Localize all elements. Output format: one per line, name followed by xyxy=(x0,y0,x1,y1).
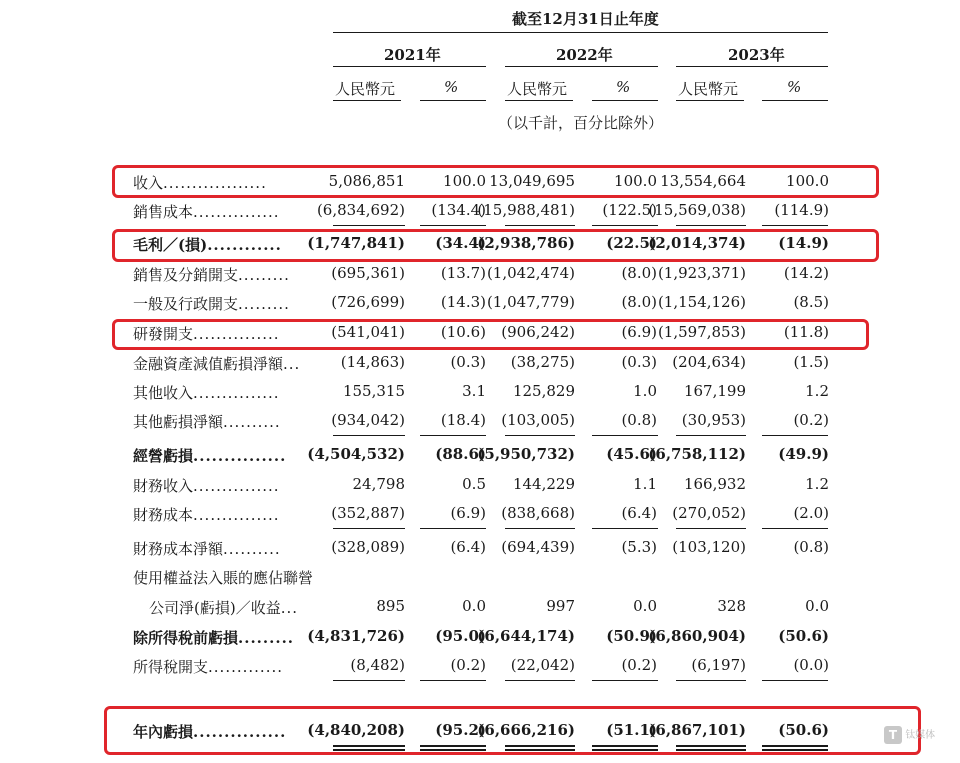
row-label-text: 金融資產減值虧損淨額 xyxy=(133,355,284,373)
row-leader-dots: ............... xyxy=(193,506,280,524)
table-row xyxy=(0,627,960,651)
cell-underline xyxy=(420,680,486,681)
cell-underline xyxy=(333,528,405,529)
cell-underline xyxy=(333,225,405,226)
row-value: (6.9) xyxy=(621,323,657,341)
row-value: 328 xyxy=(717,597,746,615)
row-label xyxy=(133,475,280,496)
percent-2021: % xyxy=(444,78,459,96)
row-label-text: 銷售成本 xyxy=(133,203,194,221)
row-value: (1.5) xyxy=(793,353,829,371)
row-value: (38,275) xyxy=(510,353,575,371)
row-value: 1.2 xyxy=(805,475,829,493)
currency-2021-underline xyxy=(333,100,401,101)
row-value: (8.0) xyxy=(621,264,657,282)
table-row xyxy=(0,382,960,406)
row-leader-dots: .................. xyxy=(163,174,267,192)
row-value: 13,554,664 xyxy=(660,172,746,190)
row-value: (95.0) xyxy=(435,627,486,645)
row-value: (8.5) xyxy=(793,293,829,311)
row-label-text: 經營虧損 xyxy=(133,447,194,465)
row-value: 1.1 xyxy=(633,475,657,493)
row-value: (14.3) xyxy=(440,293,486,311)
row-value: (14.9) xyxy=(778,234,829,252)
tmtpost-logo-icon: T xyxy=(884,726,902,744)
currency-2023-underline xyxy=(676,100,744,101)
percent-2021-underline xyxy=(420,100,486,101)
row-label xyxy=(133,411,281,432)
highlight-rnd xyxy=(112,319,869,350)
row-value: 0.0 xyxy=(633,597,657,615)
row-label xyxy=(133,567,313,588)
row-value: (6,666,216) xyxy=(477,721,575,739)
row-value: (6,860,904) xyxy=(648,627,746,645)
row-leader-dots: ......... xyxy=(238,266,290,284)
row-leader-dots: ... xyxy=(280,599,299,617)
row-value: (18.4) xyxy=(440,411,486,429)
row-leader-dots: ............... xyxy=(193,325,280,343)
row-value: (103,120) xyxy=(672,538,746,556)
row-value: (694,439) xyxy=(501,538,575,556)
highlight-revenue xyxy=(112,165,879,198)
cell-underline xyxy=(505,528,575,529)
row-leader-dots: ... xyxy=(283,355,301,373)
row-value: (4,504,532) xyxy=(307,445,405,463)
year-2022-underline xyxy=(505,66,658,67)
cell-underline xyxy=(592,680,658,681)
row-value: (4,840,208) xyxy=(307,721,405,739)
table-row xyxy=(0,656,960,680)
cell-underline xyxy=(762,225,828,226)
percent-2022: % xyxy=(616,78,631,96)
row-value: (0.8) xyxy=(793,538,829,556)
table-row xyxy=(0,567,960,591)
row-value: (204,634) xyxy=(672,353,746,371)
row-value: (0.2) xyxy=(450,656,486,674)
row-value: 166,932 xyxy=(683,475,746,493)
cell-underline xyxy=(762,528,828,529)
percent-2022-underline xyxy=(592,100,658,101)
row-value: (22.5) xyxy=(606,234,657,252)
row-leader-dots: ............... xyxy=(193,447,287,465)
row-label-text: 財務收入 xyxy=(133,477,194,495)
row-value: (95.2) xyxy=(435,721,486,739)
row-value: (1,042,474) xyxy=(486,264,575,282)
watermark xyxy=(884,726,935,744)
row-value: 0.0 xyxy=(805,597,829,615)
row-value: (0.2) xyxy=(621,656,657,674)
row-value: (1,747,841) xyxy=(307,234,405,252)
table-row xyxy=(0,411,960,435)
row-label-text: 銷售及分銷開支 xyxy=(133,266,239,284)
row-leader-dots: ............... xyxy=(193,384,280,402)
row-value: 0.5 xyxy=(462,475,486,493)
row-label xyxy=(133,656,283,677)
row-value: (838,668) xyxy=(501,504,575,522)
row-value: (6,197) xyxy=(691,656,746,674)
period-underline xyxy=(333,32,828,33)
row-value: (6,644,174) xyxy=(477,627,575,645)
row-label xyxy=(133,538,281,559)
currency-2022: 人民幣元 xyxy=(507,80,568,98)
row-value: 895 xyxy=(376,597,405,615)
year-2023-underline xyxy=(676,66,828,67)
row-label xyxy=(149,597,298,618)
row-label xyxy=(133,264,290,285)
row-label-text: 公司淨(虧損)／收益 xyxy=(149,599,281,617)
row-leader-dots: ......... xyxy=(238,629,295,647)
row-value: (88.6) xyxy=(435,445,486,463)
row-value: (103,005) xyxy=(501,411,575,429)
percent-2023: % xyxy=(787,78,802,96)
row-label xyxy=(133,201,280,222)
row-label-text: 其他收入 xyxy=(133,384,194,402)
row-label xyxy=(133,382,280,403)
cell-underline xyxy=(420,435,486,436)
row-value: (13.7) xyxy=(440,264,486,282)
row-value: (8.0) xyxy=(621,293,657,311)
row-label-text: 研發開支 xyxy=(133,325,194,343)
cell-underline xyxy=(592,435,658,436)
row-value: 5,086,851 xyxy=(328,172,405,190)
row-label-text: 使用權益法入賬的應佔聯營 xyxy=(133,569,314,587)
row-leader-dots: .......... xyxy=(223,540,281,558)
row-value: (15,988,481) xyxy=(477,201,575,219)
row-value: (34.4) xyxy=(435,234,486,252)
cell-underline xyxy=(505,435,575,436)
row-value: (11.8) xyxy=(783,323,829,341)
row-label-text: 其他虧損淨額 xyxy=(133,413,224,431)
row-value: (15,569,038) xyxy=(648,201,746,219)
row-value: (134.4) xyxy=(431,201,486,219)
currency-2022-underline xyxy=(505,100,573,101)
row-value: (10.6) xyxy=(440,323,486,341)
row-label xyxy=(133,504,280,525)
row-value: (0.0) xyxy=(793,656,829,674)
row-value: (906,242) xyxy=(501,323,575,341)
cell-underline xyxy=(592,225,658,226)
row-value: 3.1 xyxy=(462,382,486,400)
row-label-text: 年內虧損 xyxy=(133,723,194,741)
row-label-text: 除所得稅前虧損 xyxy=(133,629,239,647)
row-label-text: 財務成本淨額 xyxy=(133,540,224,558)
cell-underline xyxy=(676,528,746,529)
row-value: (22,042) xyxy=(510,656,575,674)
row-value: (6,867,101) xyxy=(648,721,746,739)
row-value: (0.3) xyxy=(450,353,486,371)
row-value: (50.6) xyxy=(778,721,829,739)
row-value: (695,361) xyxy=(331,264,405,282)
cell-underline xyxy=(333,435,405,436)
row-value: 13,049,695 xyxy=(489,172,575,190)
table-row xyxy=(0,597,960,621)
table-row xyxy=(0,353,960,377)
row-leader-dots: ............. xyxy=(208,658,284,676)
currency-2021: 人民幣元 xyxy=(335,80,396,98)
row-value: (0.2) xyxy=(793,411,829,429)
cell-underline xyxy=(333,680,405,681)
row-value: (0.8) xyxy=(621,411,657,429)
row-leader-dots: ............... xyxy=(193,203,280,221)
row-value: (50.9) xyxy=(606,627,657,645)
cell-underline xyxy=(676,225,746,226)
row-value: (14.2) xyxy=(783,264,829,282)
row-value: (934,042) xyxy=(331,411,405,429)
row-value: 100.0 xyxy=(786,172,829,190)
row-value: (6,758,112) xyxy=(648,445,746,463)
row-value: (50.6) xyxy=(778,627,829,645)
year-2022: 2022年 xyxy=(556,46,613,64)
row-value: (6.4) xyxy=(621,504,657,522)
cell-underline xyxy=(762,435,828,436)
units-note: （以千計，百分比除外） xyxy=(498,114,664,132)
row-label-text: 毛利／(損) xyxy=(133,236,208,254)
cell-underline xyxy=(676,435,746,436)
cell-underline xyxy=(420,225,486,226)
row-value: 0.0 xyxy=(462,597,486,615)
row-value: (1,923,371) xyxy=(657,264,746,282)
table-row xyxy=(0,504,960,528)
highlight-gross-profit xyxy=(112,229,879,262)
row-value: 144,229 xyxy=(512,475,575,493)
row-value: (5,950,732) xyxy=(477,445,575,463)
row-value: (2.0) xyxy=(793,504,829,522)
row-value: (6,834,692) xyxy=(316,201,405,219)
table-row xyxy=(0,293,960,317)
cell-underline xyxy=(420,528,486,529)
row-label xyxy=(133,445,286,466)
row-value: (51.1) xyxy=(606,721,657,739)
row-label-text: 所得稅開支 xyxy=(133,658,209,676)
row-value: 100.0 xyxy=(614,172,657,190)
row-value: (45.6) xyxy=(606,445,657,463)
cell-underline xyxy=(592,528,658,529)
year-2023: 2023年 xyxy=(728,46,785,64)
row-leader-dots: ......... xyxy=(238,295,290,313)
period-header: 截至12月31日止年度 xyxy=(512,10,659,28)
table-row xyxy=(0,201,960,225)
row-value: (5.3) xyxy=(621,538,657,556)
table-row xyxy=(0,475,960,499)
row-label-text: 一般及行政開支 xyxy=(133,295,239,313)
row-label-text: 財務成本 xyxy=(133,506,194,524)
watermark-text: 钛媒体 xyxy=(905,730,936,741)
row-value: 167,199 xyxy=(683,382,746,400)
row-label xyxy=(133,627,294,648)
cell-underline xyxy=(505,680,575,681)
table-row xyxy=(0,264,960,288)
cell-underline xyxy=(676,680,746,681)
row-value: (541,041) xyxy=(331,323,405,341)
row-label-text: 收入 xyxy=(133,174,164,192)
row-value: (4,831,726) xyxy=(307,627,405,645)
row-label xyxy=(133,293,290,314)
row-value: 1.2 xyxy=(805,382,829,400)
row-value: (2,014,374) xyxy=(648,234,746,252)
cell-underline xyxy=(762,680,828,681)
currency-2023: 人民幣元 xyxy=(678,80,739,98)
row-leader-dots: ............... xyxy=(193,477,280,495)
row-value: (14,863) xyxy=(340,353,405,371)
year-2021-underline xyxy=(333,66,486,67)
row-value: (1,154,126) xyxy=(657,293,746,311)
row-value: 100.0 xyxy=(443,172,486,190)
row-value: (328,089) xyxy=(331,538,405,556)
percent-2023-underline xyxy=(762,100,828,101)
row-value: (122.5) xyxy=(602,201,657,219)
row-leader-dots: ............ xyxy=(207,236,282,254)
row-value: 1.0 xyxy=(633,382,657,400)
row-value: (0.3) xyxy=(621,353,657,371)
highlight-annual-loss xyxy=(104,706,921,755)
row-value: (8,482) xyxy=(350,656,405,674)
row-value: (114.9) xyxy=(774,201,829,219)
row-value: (30,953) xyxy=(681,411,746,429)
row-value: (1,047,779) xyxy=(486,293,575,311)
row-value: (270,052) xyxy=(672,504,746,522)
row-leader-dots: ............... xyxy=(193,723,287,741)
row-value: 24,798 xyxy=(352,475,405,493)
row-value: 155,315 xyxy=(342,382,405,400)
row-value: (352,887) xyxy=(331,504,405,522)
cell-underline xyxy=(505,225,575,226)
row-value: (1,597,853) xyxy=(657,323,746,341)
row-value: 125,829 xyxy=(512,382,575,400)
row-leader-dots: .......... xyxy=(223,413,281,431)
row-value: (6.4) xyxy=(450,538,486,556)
row-value: (6.9) xyxy=(450,504,486,522)
table-row xyxy=(0,538,960,562)
table-row xyxy=(0,445,960,469)
year-2021: 2021年 xyxy=(384,46,441,64)
row-label xyxy=(133,353,300,374)
row-value: (49.9) xyxy=(778,445,829,463)
row-value: (2,938,786) xyxy=(477,234,575,252)
row-value: 997 xyxy=(546,597,575,615)
row-value: (726,699) xyxy=(331,293,405,311)
